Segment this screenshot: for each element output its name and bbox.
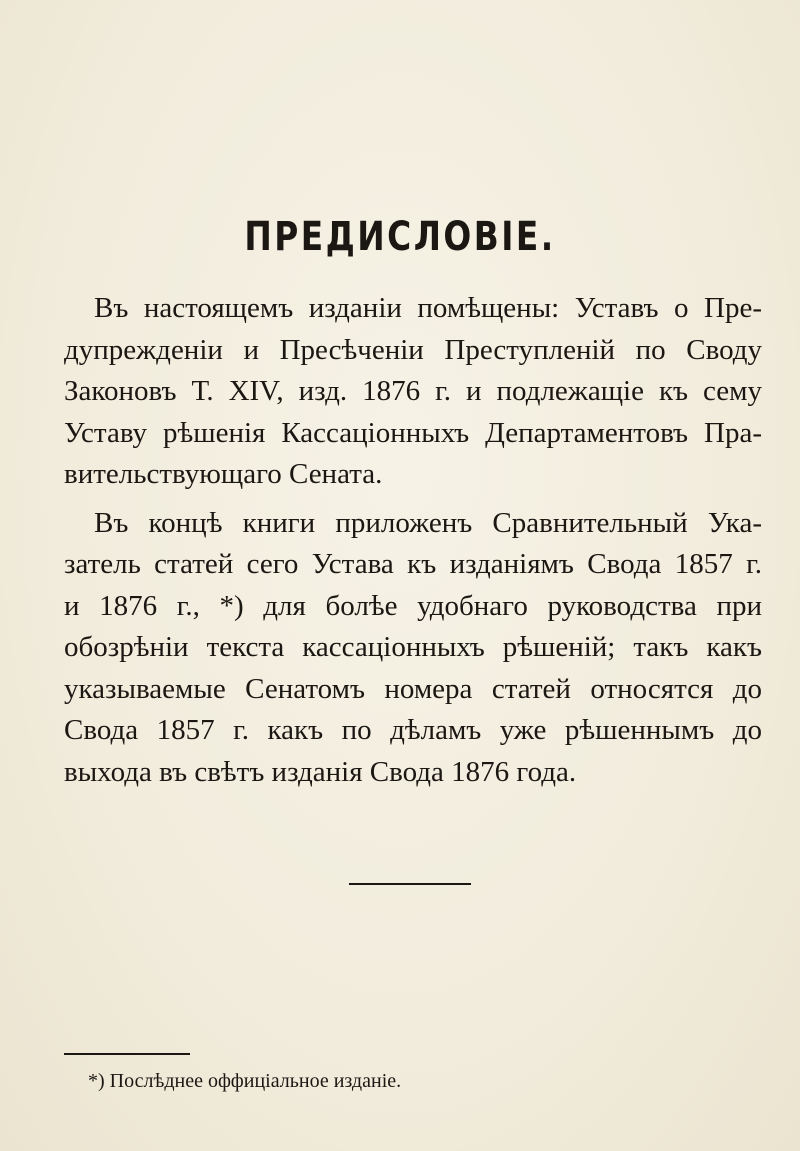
footnote: *) Послѣднее оффиціальное изданіе. <box>88 1070 402 1092</box>
text-line: дупрежденіи и Пресѣченіи Преступленій по Своду <box>64 333 762 366</box>
text-line: Свода 1857 г. какъ по дѣламъ уже рѣшеннымъ до <box>64 714 762 746</box>
text-line: указываемые Сенатомъ номера статей относятся до <box>64 672 762 705</box>
text-line: Уставу рѣшенія Кассаціонныхъ Департаментовъ Пра- <box>64 416 762 449</box>
text-line: обозрѣніи текста кассаціонныхъ рѣшеній; такъ какъ <box>64 631 762 663</box>
text-line: и 1876 г., *) для болѣе удобнаго руководства при <box>64 589 762 622</box>
section-divider <box>349 883 471 885</box>
preface-body <box>64 288 762 793</box>
text-line: затель статей сего Устава къ изданіямъ Свода 1857 г. <box>64 548 762 580</box>
page-title: ПРЕДИСЛОВІЕ. <box>244 214 556 260</box>
text-line: вительствующаго Сената. <box>64 458 383 490</box>
footnote-rule <box>64 1053 190 1055</box>
text-line: Законовъ Т. XIV, изд. 1876 г. и подлежащіе къ сему <box>64 375 762 407</box>
text-line: Въ концѣ книги приложенъ Сравнительный Ука- <box>94 506 762 539</box>
paragraph-2 <box>64 503 762 794</box>
paragraph-1 <box>64 288 762 496</box>
text-line: Въ настоящемъ изданіи помѣщены: Уставъ о Пре- <box>94 292 762 324</box>
text-line: выхода въ свѣтъ изданія Свода 1876 года. <box>64 755 577 788</box>
